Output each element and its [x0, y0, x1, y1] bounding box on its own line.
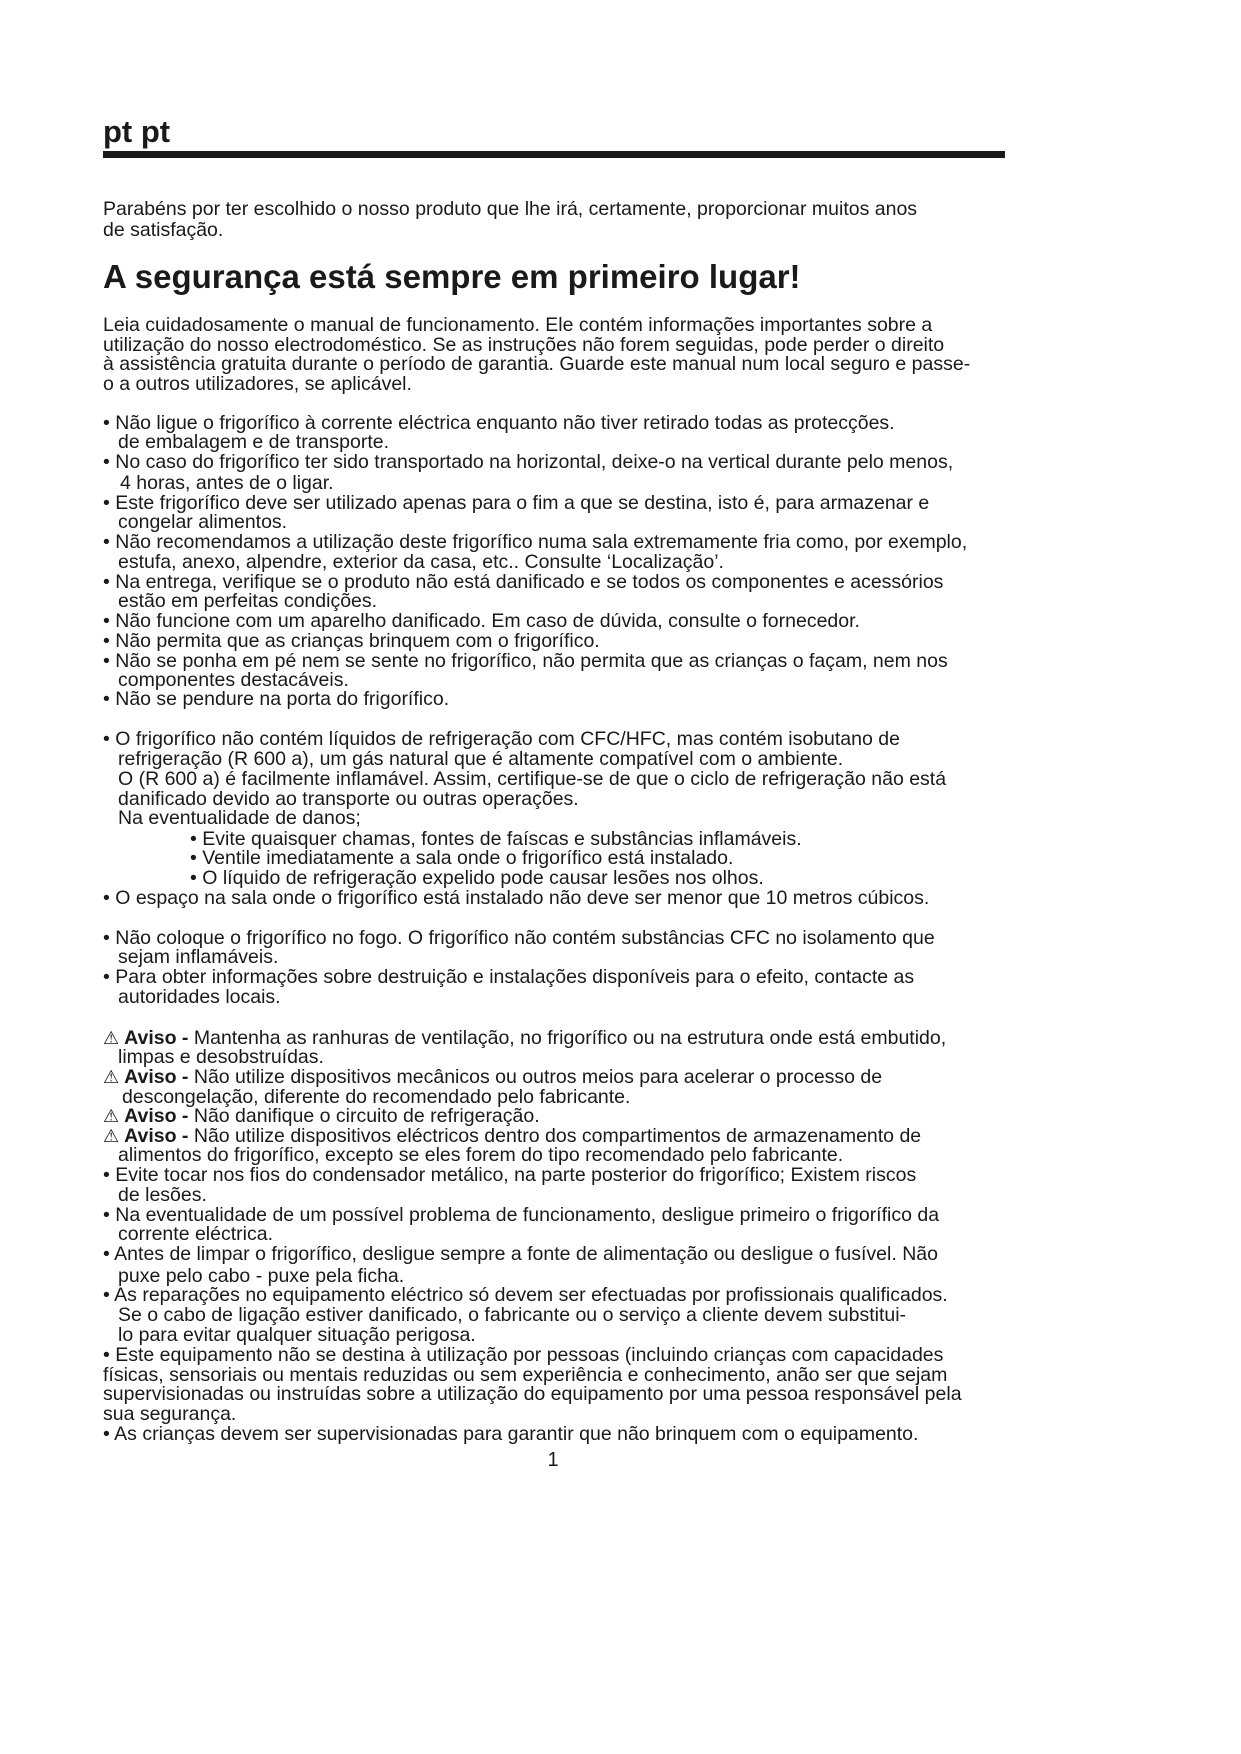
- line-text: • As reparações no equipamento eléctrico só devem ser efectuadas por profissionais qualificados.: [103, 1284, 948, 1306]
- line-text: à assistência gratuita durante o período de garantia. Guarde este manual num local seguro e passe-: [103, 353, 971, 375]
- warning-triangle-icon: ⚠︎: [103, 1067, 120, 1087]
- line-text: O (R 600 a) é facilmente inflamável. Assim, certifique-se de que o ciclo de refrigeração não está: [118, 768, 947, 790]
- text-line: [190, 867, 764, 889]
- line-text: Não danifique o circuito de refrigeração.: [188, 1105, 540, 1127]
- text-line: [103, 688, 449, 710]
- text-line: [118, 431, 389, 453]
- text-line: [118, 1324, 476, 1346]
- warning-line: [103, 1105, 540, 1127]
- text-line: [103, 1423, 918, 1445]
- text-line: [118, 1184, 207, 1206]
- text-line: [103, 887, 929, 909]
- line-text: corrente eléctrica.: [118, 1223, 273, 1245]
- line-text: • Na entrega, verifique se o produto não está danificado e se todos os componentes e acessórios: [103, 571, 944, 593]
- line-text: • Evite quaisquer chamas, fontes de faíscas e substâncias inflamáveis.: [190, 828, 802, 850]
- line-text: • Não ligue o frigorífico à corrente eléctrica enquanto não tiver retirado todas as protecções.: [103, 412, 895, 434]
- text-line: [118, 1304, 906, 1326]
- line-text: componentes destacáveis.: [118, 669, 349, 691]
- line-text: • Não recomendamos a utilização deste frigorífico numa sala extremamente fria como, por exemplo,: [103, 531, 968, 553]
- text-line: [103, 314, 932, 336]
- text-line: [118, 1144, 843, 1166]
- text-line: [103, 1403, 236, 1425]
- line-text: • Evite tocar nos fios do condensador metálico, na parte posterior do frigorífico; Existem riscos: [103, 1164, 917, 1186]
- line-text: de lesões.: [118, 1184, 207, 1206]
- line-text: físicas, sensoriais ou mentais reduzidas ou sem experiência e conhecimento, anão ser que sejam: [103, 1364, 948, 1386]
- line-text: Mantenha as ranhuras de ventilação, no frigorífico ou na estrutura onde está embutido,: [188, 1027, 947, 1049]
- text-line: [103, 373, 412, 395]
- text-line: [103, 1243, 938, 1265]
- warning-label: Aviso -: [124, 1066, 189, 1088]
- text-line: [103, 353, 970, 375]
- line-text: 4 horas, antes de o ligar.: [120, 472, 334, 494]
- line-text: Se o cabo de ligação estiver danificado, o fabricante ou o serviço a cliente devem substitui-: [118, 1304, 907, 1326]
- text-line: [118, 511, 287, 533]
- line-text: • Para obter informações sobre destruição e instalações disponíveis para o efeito, contacte as: [103, 966, 915, 988]
- line-text: • Antes de limpar o frigorífico, desligue sempre a fonte de alimentação ou desligue o fusível. Não: [103, 1243, 938, 1265]
- line-text: Não utilize dispositivos eléctricos dentro dos compartimentos de armazenamento de: [188, 1125, 922, 1147]
- line-text: autoridades locais.: [118, 986, 281, 1008]
- line-text: Não utilize dispositivos mecânicos ou outros meios para acelerar o processo de: [188, 1066, 883, 1088]
- line-text: estufa, anexo, alpendre, exterior da casa, etc.. Consulte ‘Localização’.: [118, 551, 724, 573]
- line-text: limpas e desobstruídas.: [118, 1046, 324, 1068]
- line-text: • Este equipamento não se destina à utilização por pessoas (incluindo crianças com capacidades: [103, 1344, 944, 1366]
- text-line: [103, 1344, 943, 1366]
- line-text: sejam inflamáveis.: [118, 946, 279, 968]
- line-text: • No caso do frigorífico ter sido transportado na horizontal, deixe-o na vertical durante pelo menos,: [103, 451, 954, 473]
- text-line: [190, 847, 733, 869]
- line-text: descongelação, diferente do recomendado pelo fabricante.: [122, 1086, 631, 1108]
- text-line: [118, 1223, 273, 1245]
- warning-triangle-icon: ⚠︎: [103, 1106, 120, 1126]
- text-line: [118, 986, 281, 1008]
- line-text: • Ventile imediatamente a sala onde o frigorífico está instalado.: [190, 847, 734, 869]
- line-text: danificado devido ao transporte ou outras operações.: [118, 788, 579, 810]
- line-text: • Não coloque o frigorífico no fogo. O frigorífico não contém substâncias CFC no isolamento que: [103, 927, 935, 949]
- text-line: [103, 1383, 962, 1405]
- warning-line: [103, 1066, 882, 1088]
- text-line: [103, 610, 860, 632]
- line-text: refrigeração (R 600 a), um gás natural que é altamente compatível com o ambiente.: [118, 748, 844, 770]
- text-line: [118, 590, 377, 612]
- warning-label: Aviso -: [124, 1027, 189, 1049]
- line-text: • Não permita que as crianças brinquem com o frigorífico.: [103, 630, 600, 652]
- line-text: sua segurança.: [103, 1403, 237, 1425]
- text-line: [118, 551, 724, 573]
- line-text: puxe pelo cabo - puxe pela ficha.: [118, 1265, 405, 1287]
- language-header: pt pt: [103, 114, 171, 149]
- warning-label: Aviso -: [124, 1125, 189, 1147]
- line-text: • As crianças devem ser supervisionadas para garantir que não brinquem com o equipamento.: [103, 1423, 919, 1445]
- line-text: o a outros utilizadores, se aplicável.: [103, 373, 412, 395]
- line-text: • O líquido de refrigeração expelido pode causar lesões nos olhos.: [190, 867, 764, 889]
- text-line: [103, 531, 967, 553]
- page-number: 1: [547, 1449, 559, 1471]
- line-text: de embalagem e de transporte.: [118, 431, 390, 453]
- text-line: [118, 768, 946, 790]
- warning-triangle-icon: ⚠︎: [103, 1028, 120, 1048]
- line-text: • Não se ponha em pé nem se sente no frigorífico, não permita que as crianças o façam, nem nos: [103, 650, 948, 672]
- line-text: • Na eventualidade de um possível problema de funcionamento, desligue primeiro o frigorífico da: [103, 1204, 940, 1226]
- text-line: [103, 728, 900, 750]
- line-text: Na eventualidade de danos;: [118, 807, 361, 829]
- intro-line: de satisfação.: [103, 219, 224, 241]
- line-text: Leia cuidadosamente o manual de funcionamento. Ele contém informações importantes sobre a: [103, 314, 933, 336]
- line-text: congelar alimentos.: [118, 511, 288, 533]
- text-line: [103, 1164, 916, 1186]
- line-text: • Não se pendure na porta do frigorífico.: [103, 688, 450, 710]
- text-line: [118, 1046, 324, 1068]
- text-line: [118, 748, 843, 770]
- line-text: utilização do nosso electrodoméstico. Se as instruções não forem seguidas, pode perder o direito: [103, 334, 945, 356]
- line-text: • O frigorífico não contém líquidos de refrigeração com CFC/HFC, mas contém isobutano de: [103, 728, 900, 750]
- line-text: lo para evitar qualquer situação perigosa.: [118, 1324, 476, 1346]
- text-line: [103, 966, 914, 988]
- text-line: [103, 451, 953, 473]
- text-line: [118, 807, 361, 829]
- text-line: [103, 630, 600, 652]
- section-heading: A segurança está sempre em primeiro lugar!: [103, 258, 801, 295]
- line-text: alimentos do frigorífico, excepto se eles forem do tipo recomendado pelo fabricante.: [118, 1144, 844, 1166]
- header-rule: [103, 151, 1005, 158]
- line-text: • Este frigorífico deve ser utilizado apenas para o fim a que se destina, isto é, para armazenar e: [103, 492, 930, 514]
- line-text: • Não funcione com um aparelho danificado. Em caso de dúvida, consulte o fornecedor.: [103, 610, 860, 632]
- line-text: • O espaço na sala onde o frigorífico está instalado não deve ser menor que 10 metros cúbicos.: [103, 887, 930, 909]
- warning-label: Aviso -: [124, 1105, 189, 1127]
- intro-line: Parabéns por ter escolhido o nosso produto que lhe irá, certamente, proporcionar muitos anos: [103, 198, 918, 220]
- line-text: estão em perfeitas condições.: [118, 590, 378, 612]
- line-text: supervisionadas ou instruídas sobre a utilização do equipamento por uma pessoa responsável pela: [103, 1383, 962, 1405]
- text-line: [120, 472, 334, 494]
- text-line: [103, 1284, 948, 1306]
- text-line: [118, 946, 278, 968]
- warning-triangle-icon: ⚠︎: [103, 1126, 120, 1146]
